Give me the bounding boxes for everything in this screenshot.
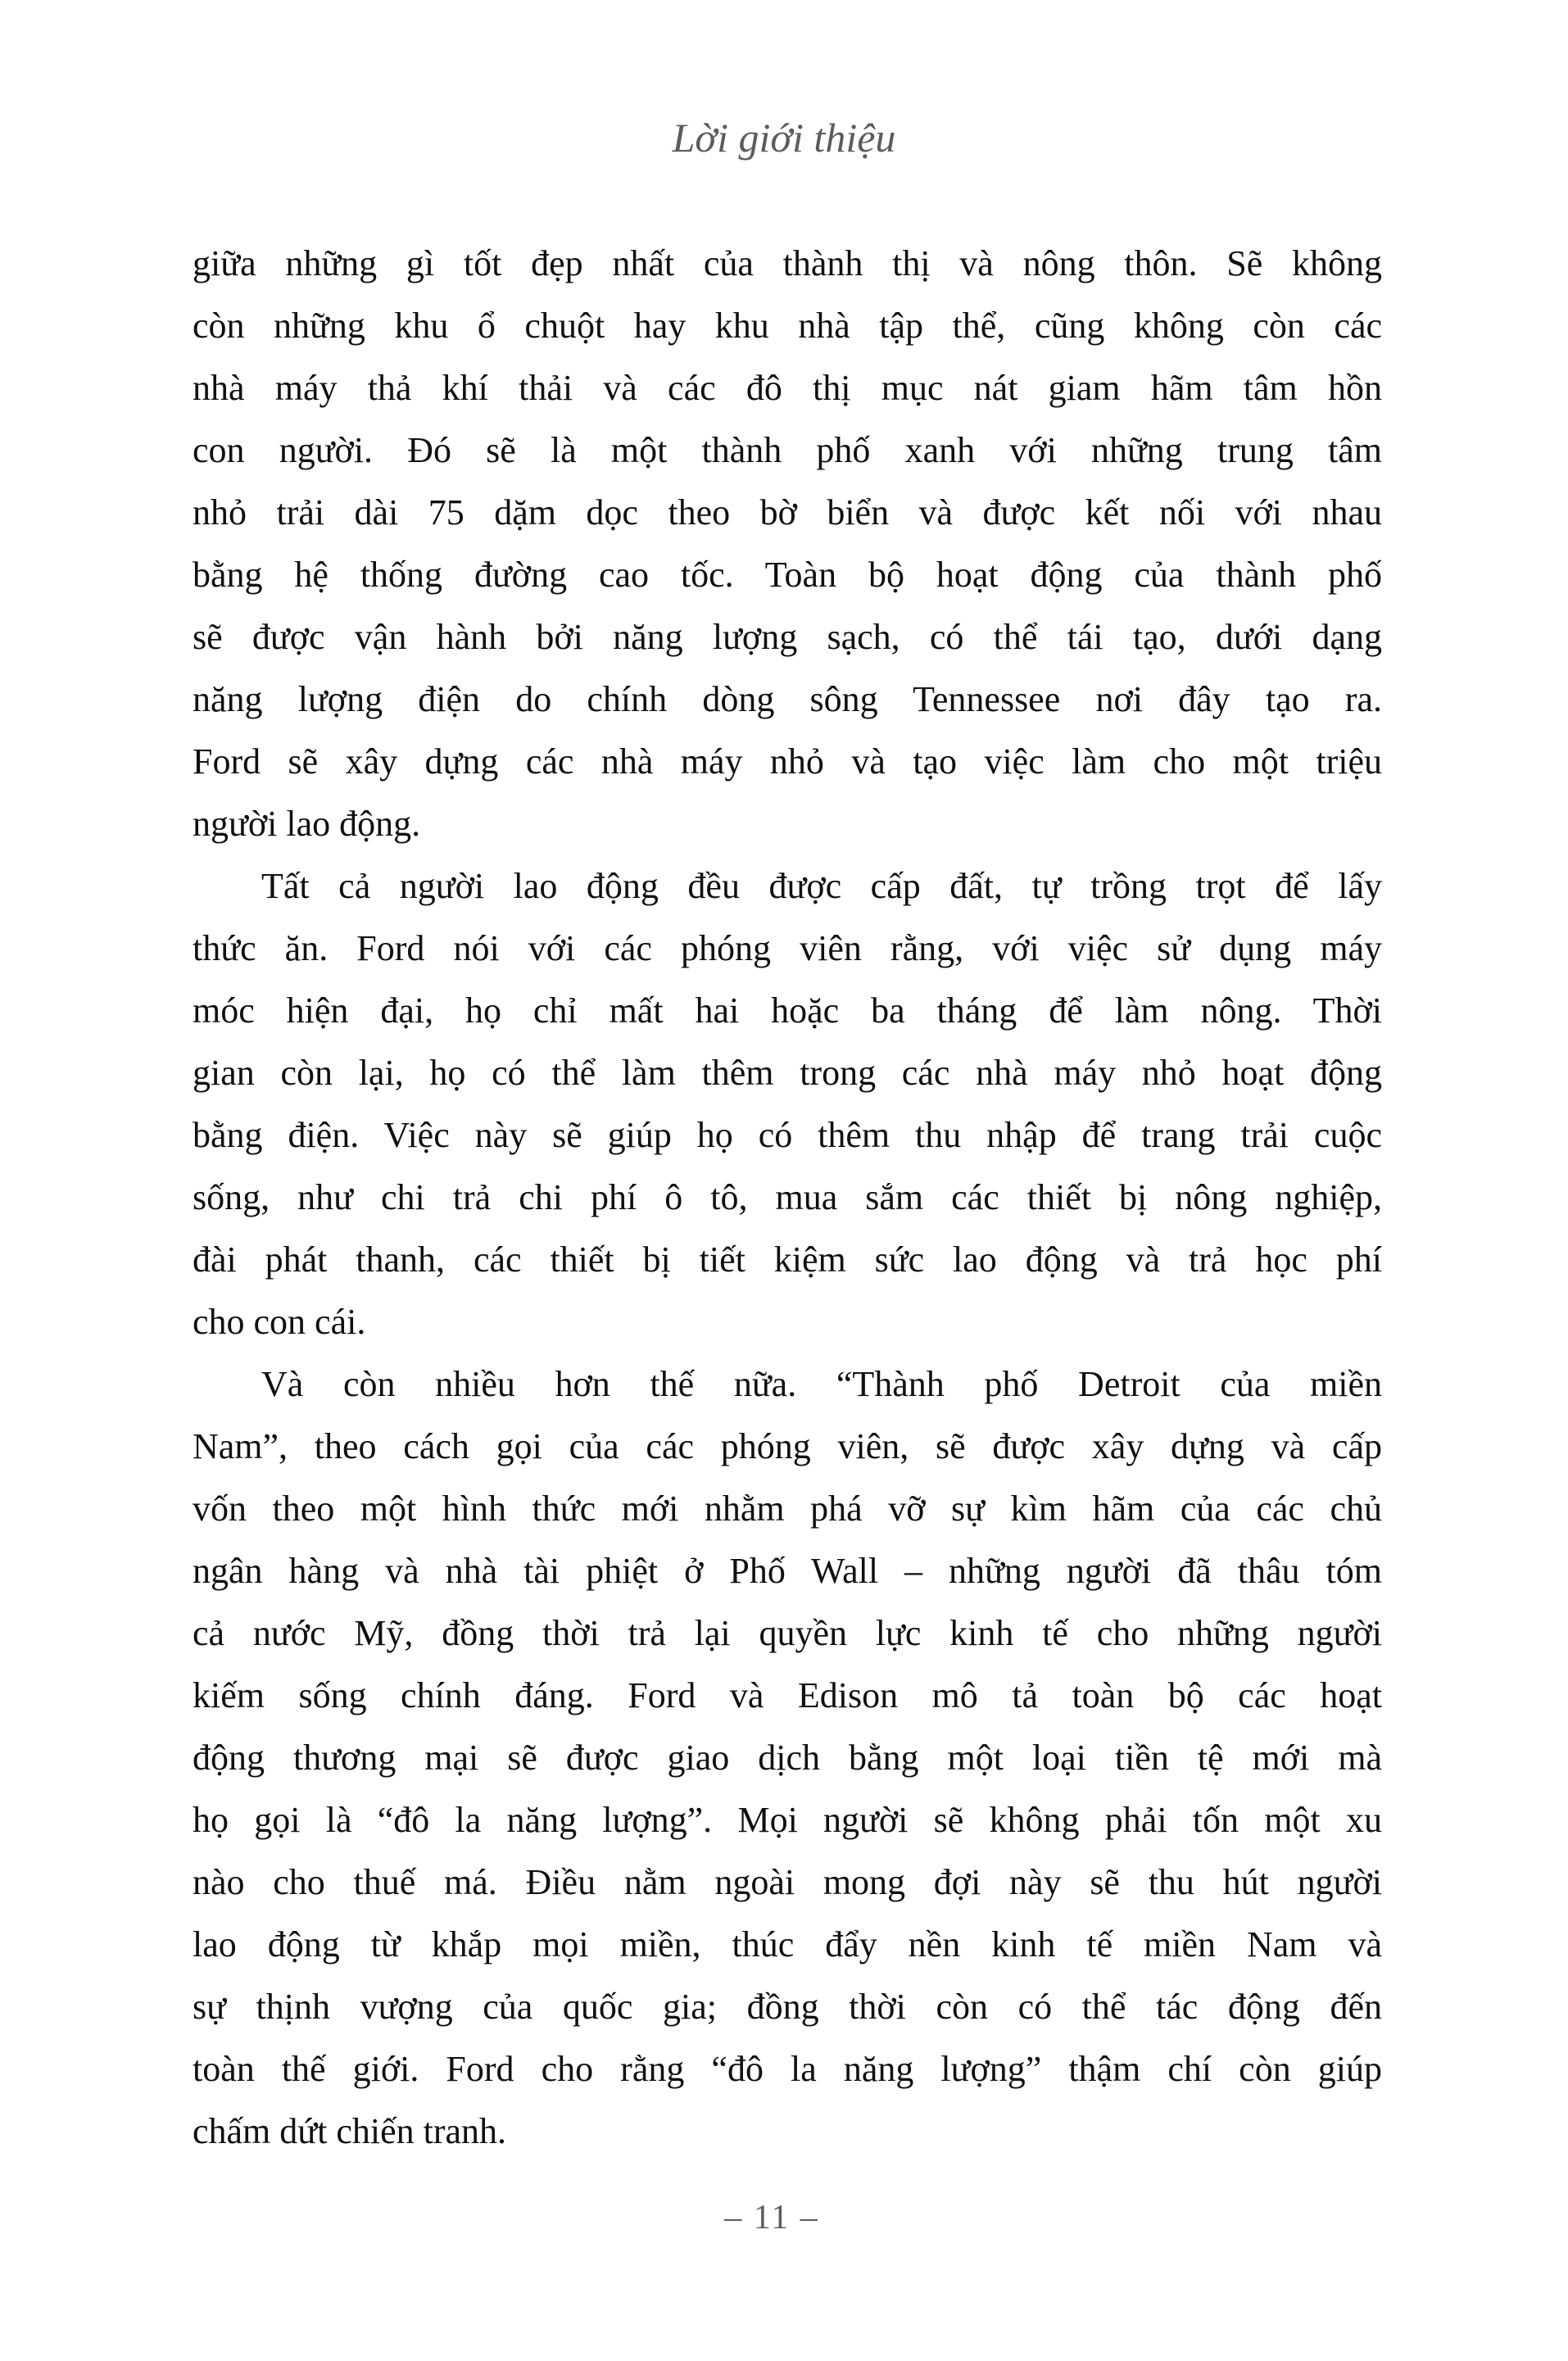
text-line: Ford sẽ xây dựng các nhà máy nhỏ và tạo việc làm cho một triệu [193,741,1382,782]
text-line: Và còn nhiều hơn thế nữa. “Thành phố Detroit của miền [261,1364,1382,1404]
text-line: người lao động. [193,804,421,844]
text-line: năng lượng điện do chính dòng sông Tennessee nơi đây tạo ra. [193,679,1382,719]
text-line: kiếm sống chính đáng. Ford và Edison mô tả toàn bộ các hoạt [193,1675,1382,1715]
text-line: ngân hàng và nhà tài phiệt ở Phố Wall – những người đã thâu tóm [193,1551,1382,1591]
text-line: bằng hệ thống đường cao tốc. Toàn bộ hoạt động của thành phố [193,555,1382,595]
text-line: nào cho thuế má. Điều nằm ngoài mong đợi này sẽ thu hút người [193,1862,1382,1902]
text-line: họ gọi là “đô la năng lượng”. Mọi người sẽ không phải tốn một xu [193,1800,1382,1840]
text-line: đài phát thanh, các thiết bị tiết kiệm sức lao động và trả học phí [193,1239,1382,1280]
text-line: sẽ được vận hành bởi năng lượng sạch, có thể tái tạo, dưới dạng [193,617,1382,657]
text-line: sống, như chi trả chi phí ô tô, mua sắm các thiết bị nông nghiệp, [193,1177,1382,1217]
text-line: động thương mại sẽ được giao dịch bằng một loại tiền tệ mới mà [193,1738,1382,1778]
text-line: gian còn lại, họ có thể làm thêm trong các nhà máy nhỏ hoạt động [193,1053,1382,1093]
text-block [193,233,1382,2163]
text-line: sự thịnh vượng của quốc gia; đồng thời còn có thể tác động đến [193,1987,1382,2027]
text-line: con người. Đó sẽ là một thành phố xanh với những trung tâm [193,430,1382,470]
text-line: vốn theo một hình thức mới nhằm phá vỡ sự kìm hãm của các chủ [193,1489,1382,1529]
text-line: móc hiện đại, họ chỉ mất hai hoặc ba tháng để làm nông. Thời [193,990,1382,1031]
text-line: lao động từ khắp mọi miền, thúc đẩy nền kinh tế miền Nam và [193,1924,1382,1964]
text-line: toàn thế giới. Ford cho rằng “đô la năng lượng” thậm chí còn giúp [193,2049,1382,2089]
text-line: bằng điện. Việc này sẽ giúp họ có thêm thu nhập để trang trải cuộc [193,1115,1382,1155]
text-line: Tất cả người lao động đều được cấp đất, tự trồng trọt để lấy [261,866,1382,906]
text-line: chấm dứt chiến tranh. [193,2111,507,2151]
text-line: thức ăn. Ford nói với các phóng viên rằng, với việc sử dụng máy [193,928,1382,968]
text-line: cho con cái. [193,1302,366,1342]
text-line: nhà máy thả khí thải và các đô thị mục nát giam hãm tâm hồn [193,368,1382,408]
text-line: Nam”, theo cách gọi của các phóng viên, sẽ được xây dựng và cấp [193,1426,1382,1466]
text-line: còn những khu ổ chuột hay khu nhà tập thể, cũng không còn các [193,306,1382,346]
paragraph [193,855,1382,1353]
paragraph [193,233,1382,855]
text-line: giữa những gì tốt đẹp nhất của thành thị và nông thôn. Sẽ không [193,243,1382,283]
running-header: Lời giới thiệu [672,115,896,161]
text-line: nhỏ trải dài 75 dặm dọc theo bờ biển và được kết nối với nhau [193,492,1382,532]
text-line: cả nước Mỹ, đồng thời trả lại quyền lực kinh tế cho những người [193,1613,1382,1653]
paragraph [193,1353,1382,2163]
page-number: – 11 – [724,2199,819,2236]
